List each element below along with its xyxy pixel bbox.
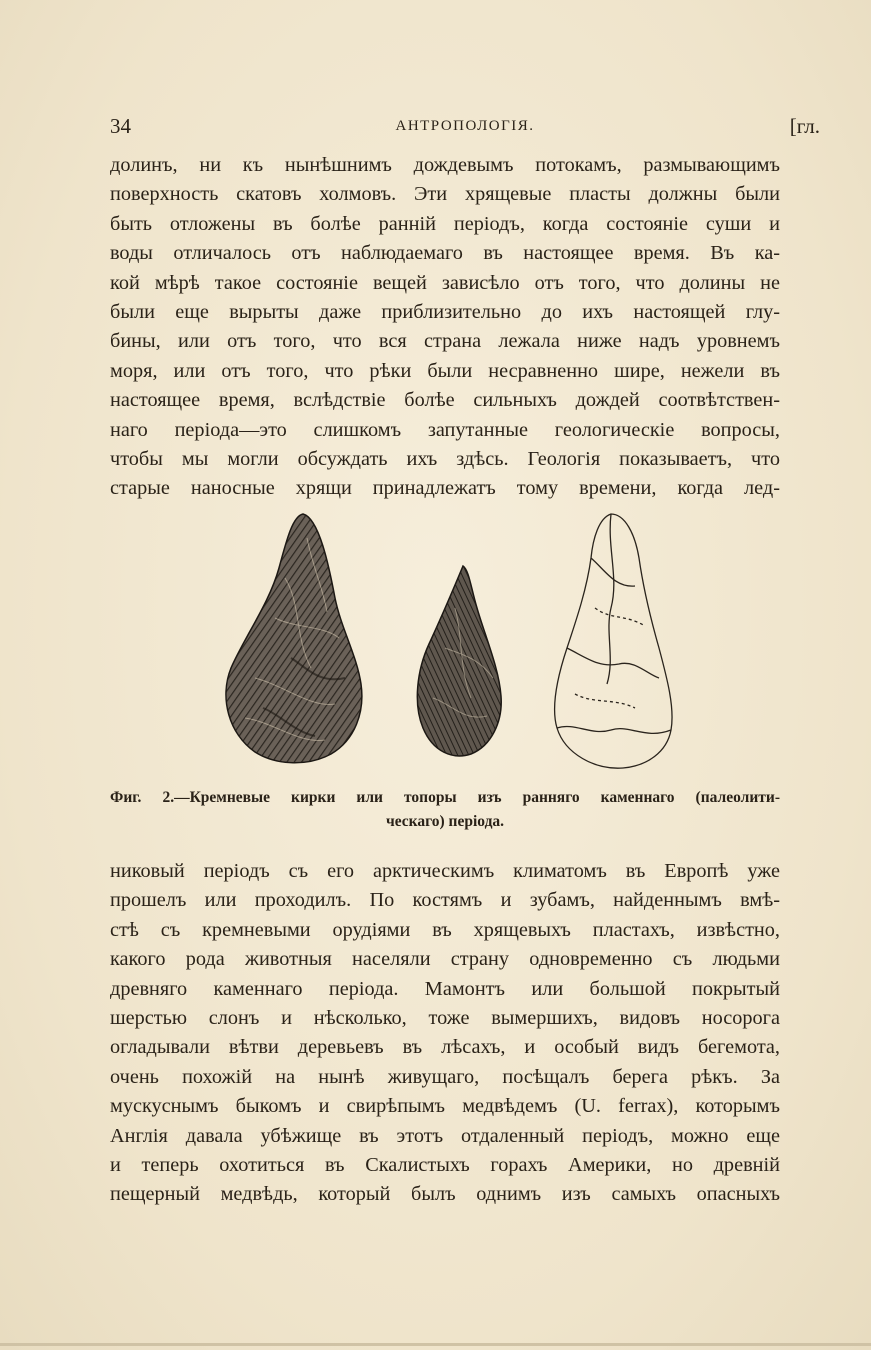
flint-tools-illustration xyxy=(215,508,675,778)
text-line: были еще вырыты даже приблизительно до ихъ настоящей глу- xyxy=(110,301,780,324)
text-line: Англія давала убѣжище въ этотъ отдаленный періодъ, можно еще xyxy=(110,1124,780,1147)
running-title: АНТРОПОЛОГІЯ. xyxy=(395,118,535,134)
page-edge xyxy=(0,1343,871,1346)
caption-line: Фиг. 2.—Кремневые кирки или топоры изъ ранняго каменнаго (палеолити- xyxy=(110,789,780,806)
text-line: быть отложены въ болѣе ранній періодъ, когда состояніе суши и xyxy=(110,212,780,235)
caption-line: ческаго) періода. xyxy=(385,813,505,830)
text-line: стѣ съ кремневыми орудіями въ хрящевыхъ пластахъ, извѣстно, xyxy=(110,918,780,941)
text-line: никовый періодъ съ его арктическимъ климатомъ въ Европѣ уже xyxy=(110,860,780,882)
text-line: очень похожій на нынѣ живущаго, посѣщалъ берега рѣкъ. За xyxy=(110,1065,780,1088)
paragraph-bottom xyxy=(110,857,780,1210)
text-line: пещерный медвѣдь, который былъ однимъ изъ самыхъ опасныхъ xyxy=(110,1183,780,1206)
text-line: старые наносные хрящи принадлежатъ тому времени, когда лед- xyxy=(110,477,780,500)
text-line: шерстью слонъ и нѣсколько, тоже вымершихъ, видовъ носорога xyxy=(110,1007,780,1030)
text-line: огладывали вѣтви деревьевъ въ лѣсахъ, и особый видъ бегемота, xyxy=(110,1036,780,1059)
text-line: кой мѣрѣ такое состояніе вещей зависѣло отъ того, что долины не xyxy=(110,271,780,294)
text-line: долинъ, ни къ нынѣшнимъ дождевымъ потокамъ, размывающимъ xyxy=(110,154,780,176)
chapter-marker: [гл. xyxy=(789,114,820,138)
text-line: и теперь охотиться въ Скалистыхъ горахъ Америки, но древній xyxy=(110,1154,780,1177)
large-handaxe-drawing xyxy=(226,514,362,763)
running-header xyxy=(110,114,820,140)
outline-handaxe-drawing xyxy=(555,514,672,768)
text-line: прошелъ или проходилъ. По костямъ и зубамъ, найденнымъ вмѣ- xyxy=(110,889,780,912)
paragraph-top xyxy=(110,151,780,504)
page-number: 34 xyxy=(110,114,131,138)
text-line: поверхность скатовъ холмовъ. Эти хрящевые пласты должны были xyxy=(110,183,780,206)
text-line: наго періода—это слишкомъ запутанные геологическіе вопросы, xyxy=(110,418,780,441)
small-handaxe-drawing xyxy=(417,566,501,756)
text-line: какого рода животныя населяли страну одновременно съ людьми xyxy=(110,948,780,971)
text-line: древняго каменнаго періода. Мамонтъ или большой покрытый xyxy=(110,977,780,1000)
text-line: моря, или отъ того, что рѣки были несравненно шире, нежели въ xyxy=(110,359,780,382)
text-line: бины, или отъ того, что вся страна лежала ниже надъ уровнемъ xyxy=(110,330,780,353)
text-line: воды отличалось отъ наблюдаемаго въ настоящее время. Въ ка- xyxy=(110,242,780,265)
text-line: мускуснымъ быкомъ и свирѣпымъ медвѣдемъ (U. ferrax), которымъ xyxy=(110,1095,780,1118)
text-line: настоящее время, вслѣдствіе болѣе сильныхъ дождей соотвѣтствен- xyxy=(110,389,780,412)
text-line: чтобы мы могли обсуждать ихъ здѣсь. Геологія показываетъ, что xyxy=(110,448,780,471)
figure-caption xyxy=(110,786,780,834)
